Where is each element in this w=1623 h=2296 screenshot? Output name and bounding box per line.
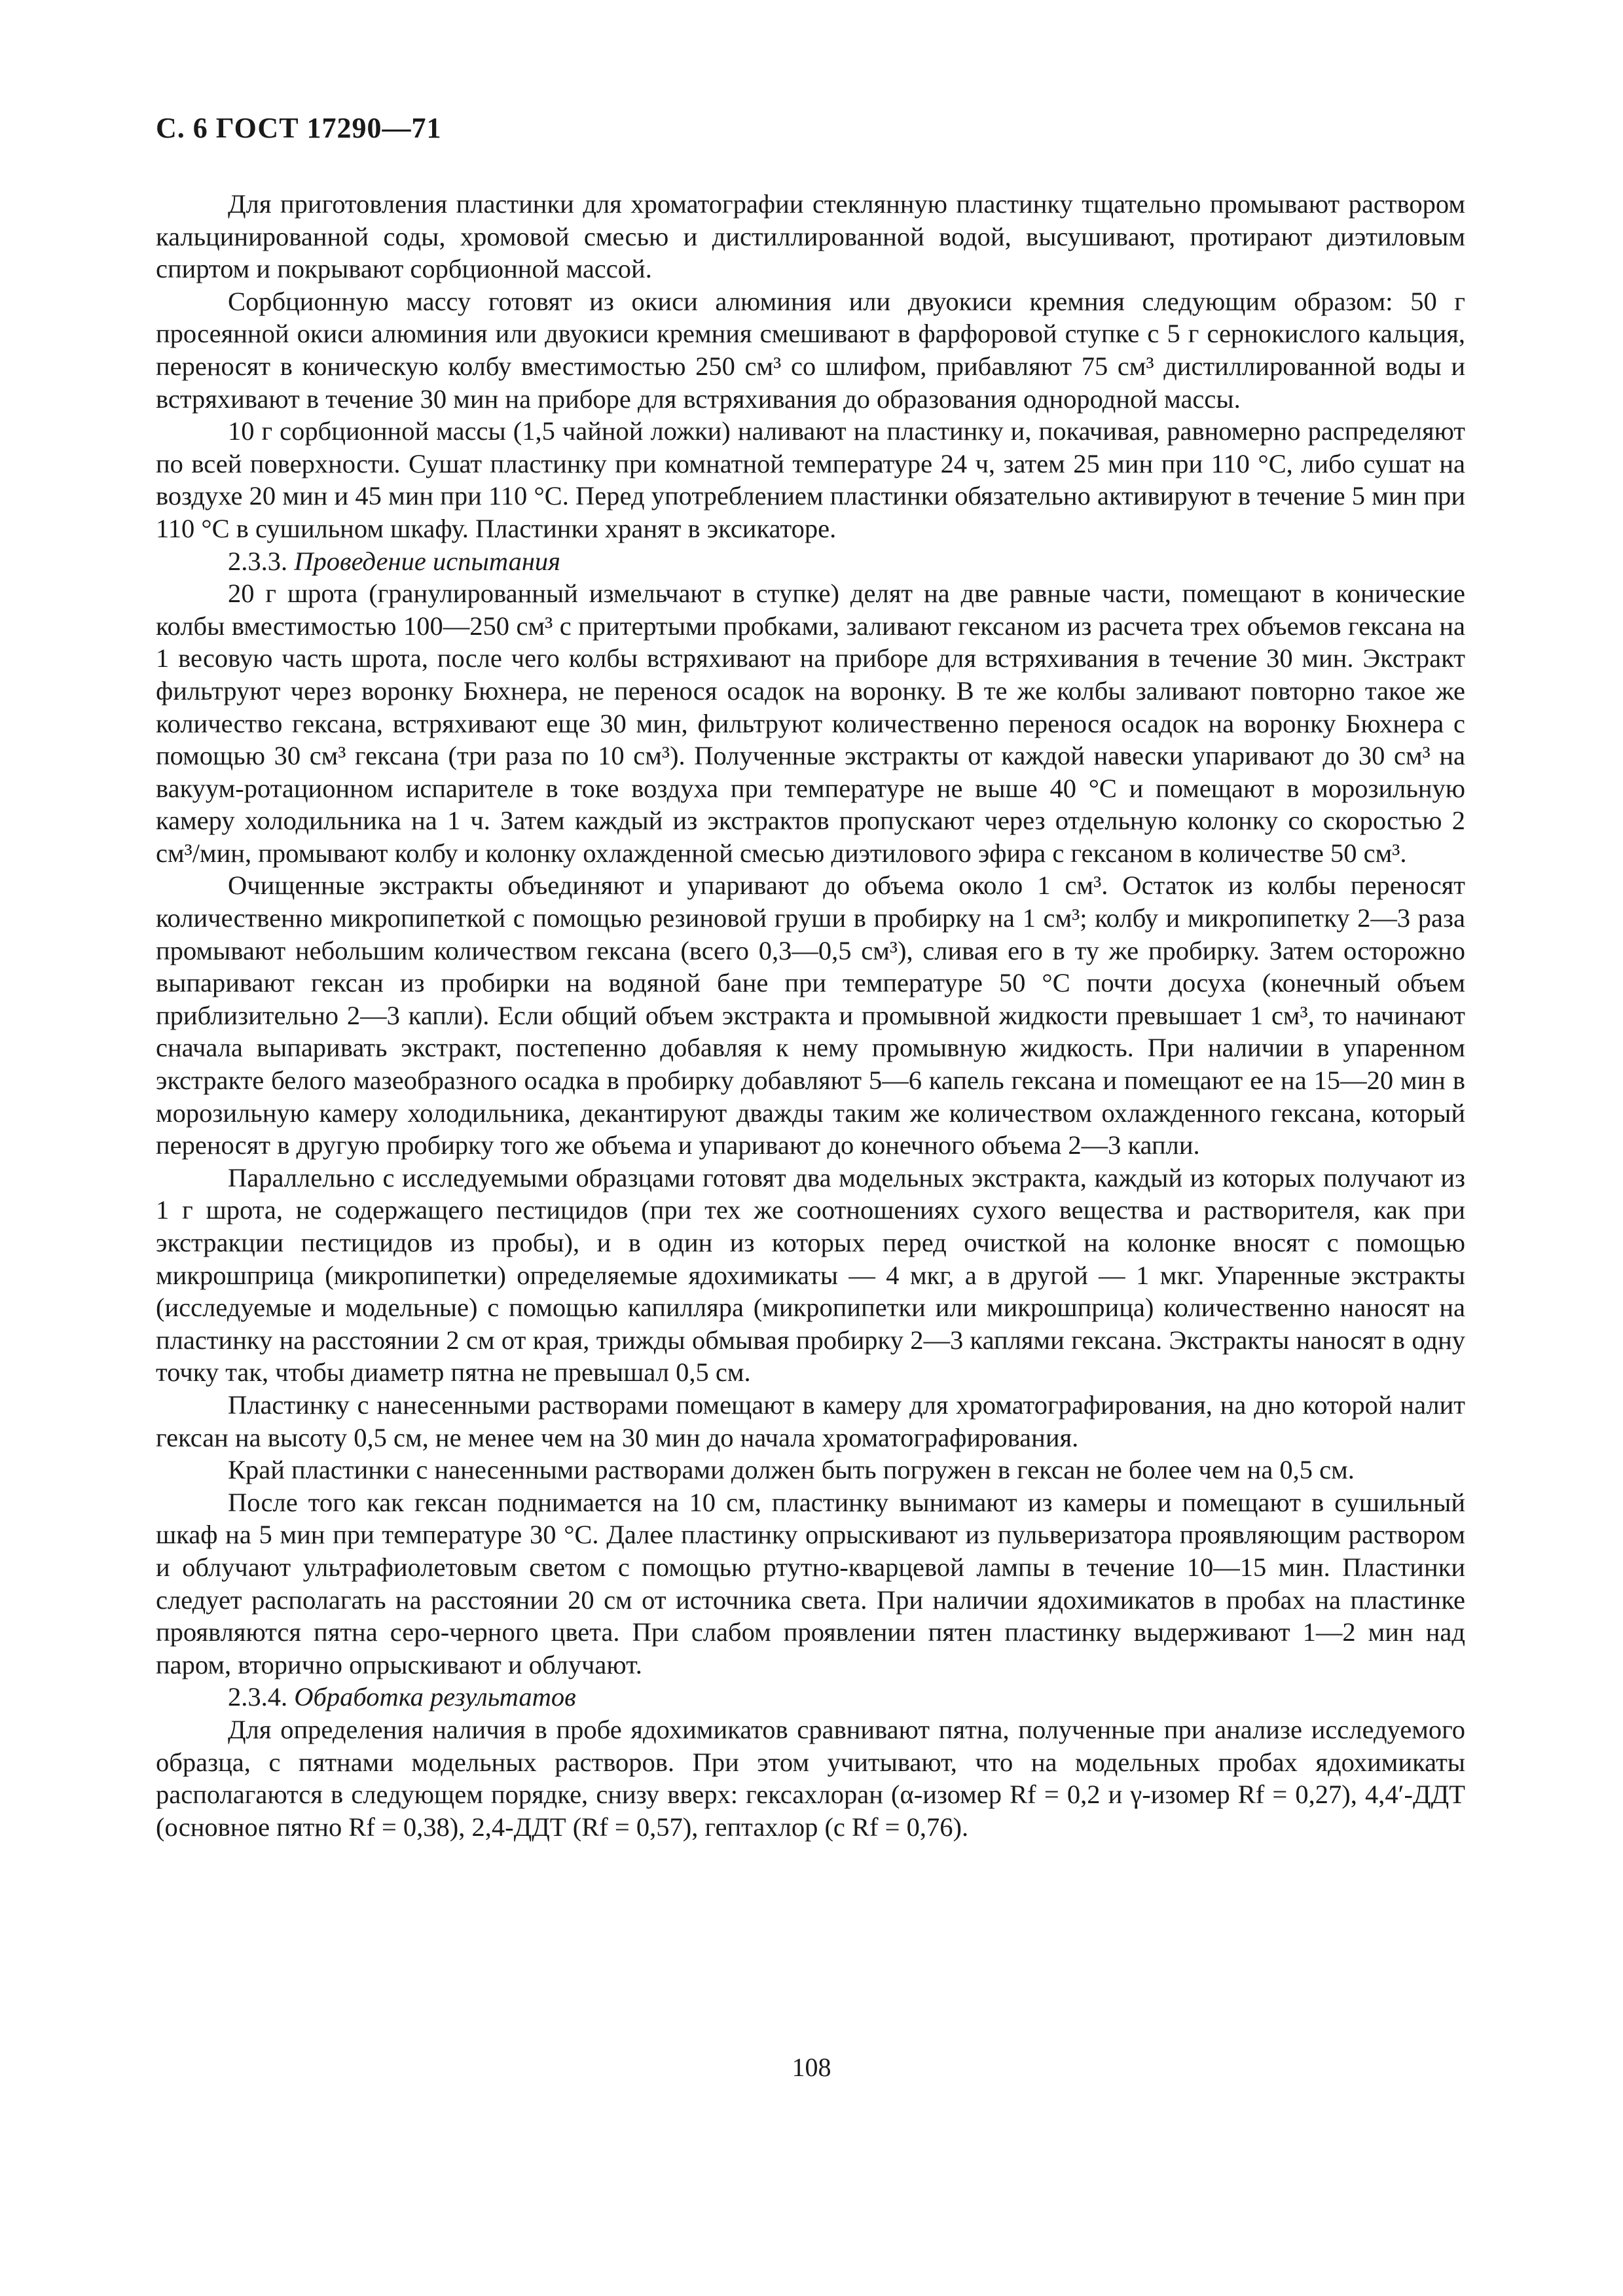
section-heading-2-3-3 bbox=[156, 545, 1465, 578]
paragraph: Край пластинки с нанесенными растворами должен быть погружен в гексан не более чем на 0,5 см. bbox=[228, 1455, 1355, 1485]
page-header: С. 6 ГОСТ 17290—71 bbox=[156, 112, 442, 144]
paragraph: Параллельно с исследуемыми образцами готовят два модельных экстракта, каждый из которых получают из 1 г шрота, не содержащего пестицидов (при тех же соотношениях сухого вещества и растворителя, как при экстракции пестицидов из пробы), и в один из которых перед очисткой на колонке вносят с помощью микрошприца (микропипетки) определяемые ядохимикаты — 4 мкг, а в другой — 1 мкг. Упаренные экстракты (исследуемые и модельные) с помощью капилляра (микропипетки или микрошприца) количественно наносят на пластинку на расстоянии 2 см от края, трижды обмывая пробирку 2—3 каплями гексана. Экстракты наносят в одну точку так, чтобы диаметр пятна не превышал 0,5 см. bbox=[156, 1162, 1472, 1388]
section-title: Проведение испытания bbox=[294, 546, 561, 576]
paragraph: Сорбционную массу готовят из окиси алюминия или двуокиси кремния следующим образом: 50 г просеянной окиси алюминия или двуокиси кремния смешивают в фарфоровой ступке с 5 г сернокислого кальция, переносят в коническую колбу вместимостью 250 см³ со шлифом, прибавляют 75 см³ дистиллированной воды и встряхивают в течение 30 мин на приборе для встряхивания до образования однородной массы. bbox=[156, 286, 1472, 414]
paragraph: После того как гексан поднимается на 10 см, пластинку вынимают из камеры и помещают в сушильный шкаф на 5 мин при температуре 30 °С. Далее пластинку опрыскивают из пульверизатора проявляющим раствором и облучают ультрафиолетовым светом с помощью ртутно-кварцевой лампы в течение 10—15 мин. Пластинки следует располагать на расстоянии 20 см от источника света. При наличии ядохимикатов в пробах на пластинке проявляются пятна серо-черного цвета. При слабом проявлении пятен пластинку выдерживают 1—2 мин над паром, вторично опрыскивают и облучают. bbox=[156, 1487, 1472, 1679]
paragraph: Для определения наличия в пробе ядохимикатов сравнивают пятна, полученные при анализе исследуемого образца, с пятнами модельных растворов. При этом учитывают, что на модельных пробах ядохимикаты располагаются в следующем порядке, снизу вверх: гексахлоран (α-изомер Rf = 0,2 и γ-изомер Rf = 0,27), 4,4′-ДДТ (основное пятно Rf = 0,38), 2,4-ДДТ (Rf = 0,57), гептахлор (с Rf = 0,76). bbox=[156, 1714, 1472, 1842]
section-title: Обработка результатов bbox=[294, 1682, 576, 1712]
page-number: 108 bbox=[792, 2053, 831, 2082]
section-number: 2.3.4. bbox=[228, 1682, 288, 1712]
paragraph: Для приготовления пластинки для хроматографии стеклянную пластинку тщательно промывают раствором кальцинированной соды, хромовой смесью и дистиллированной водой, высушивают, протирают диэтиловым спиртом и покрывают сорбционной массой. bbox=[156, 189, 1472, 284]
section-number: 2.3.3. bbox=[228, 546, 288, 576]
paragraph: 10 г сорбционной массы (1,5 чайной ложки) наливают на пластинку и, покачивая, равномерно распределяют по всей поверхности. Сушат пластинку при комнатной температуре 24 ч, затем 25 мин при 110 °С, либо сушат на воздухе 20 мин и 45 мин при 110 °С. Перед употреблением пластинки обязательно активируют в течение 5 мин при 110 °С в сушильном шкафу. Пластинки хранят в эксикаторе. bbox=[156, 416, 1472, 543]
paragraph: 20 г шрота (гранулированный измельчают в ступке) делят на две равные части, помещают в конические колбы вместимостью 100—250 см³ с притертыми пробками, заливают гексаном из расчета трех объемов гексана на 1 весовую часть шрота, после чего колбы встряхивают на приборе для встряхивания в течение 30 мин. Экстракт фильтруют через воронку Бюхнера, не перенося осадок на воронку. В те же колбы заливают повторно такое же количество гексана, встряхивают еще 30 мин, фильтруют количественно перенося осадок на воронку Бюхнера с помощью 30 см³ гексана (три раза по 10 см³). Полученные экстракты от каждой навески упаривают до 30 см³ на вакуум-ротационном испарителе в токе воздуха при температуре не выше 40 °С и помещают в морозильную камеру холодильника на 1 ч. Затем каждый из экстрактов пропускают через отдельную колонку со скоростью 2 см³/мин, промывают колбу и колонку охлажденной смесью диэтилового эфира с гексаном в количестве 50 см³. bbox=[156, 579, 1472, 868]
paragraph: Пластинку с нанесенными растворами помещают в камеру для хроматографирования, на дно которой налит гексан на высоту 0,5 см, не менее чем на 30 мин до начала хроматографирования. bbox=[156, 1390, 1472, 1452]
section-heading-2-3-4 bbox=[156, 1681, 1465, 1713]
paragraph: Очищенные экстракты объединяют и упаривают до объема около 1 см³. Остаток из колбы переносят количественно микропипеткой с помощью резиновой груши в пробирку на 1 см³; колбу и микропипетку 2—3 раза промывают небольшим количеством гексана (всего 0,3—0,5 см³), сливая его в ту же пробирку. Затем осторожно выпаривают гексан из пробирки на водяной бане при температуре 50 °С почти досуха (конечный объем приблизительно 2—3 капли). Если общий объем экстракта и промывной жидкости превышает 1 см³, то начинают сначала выпаривать экстракт, постепенно добавляя к нему промывную жидкость. При наличии в упаренном экстракте белого мазеобразного осадка в пробирку добавляют 5—6 капель гексана и помещают ее на 15—20 мин в морозильную камеру холодильника, декантируют дважды таким же количеством охлажденного гексана, который переносят в другую пробирку того же объема и упаривают до конечного объема 2—3 капли. bbox=[156, 870, 1472, 1160]
document-body bbox=[156, 188, 1472, 1843]
